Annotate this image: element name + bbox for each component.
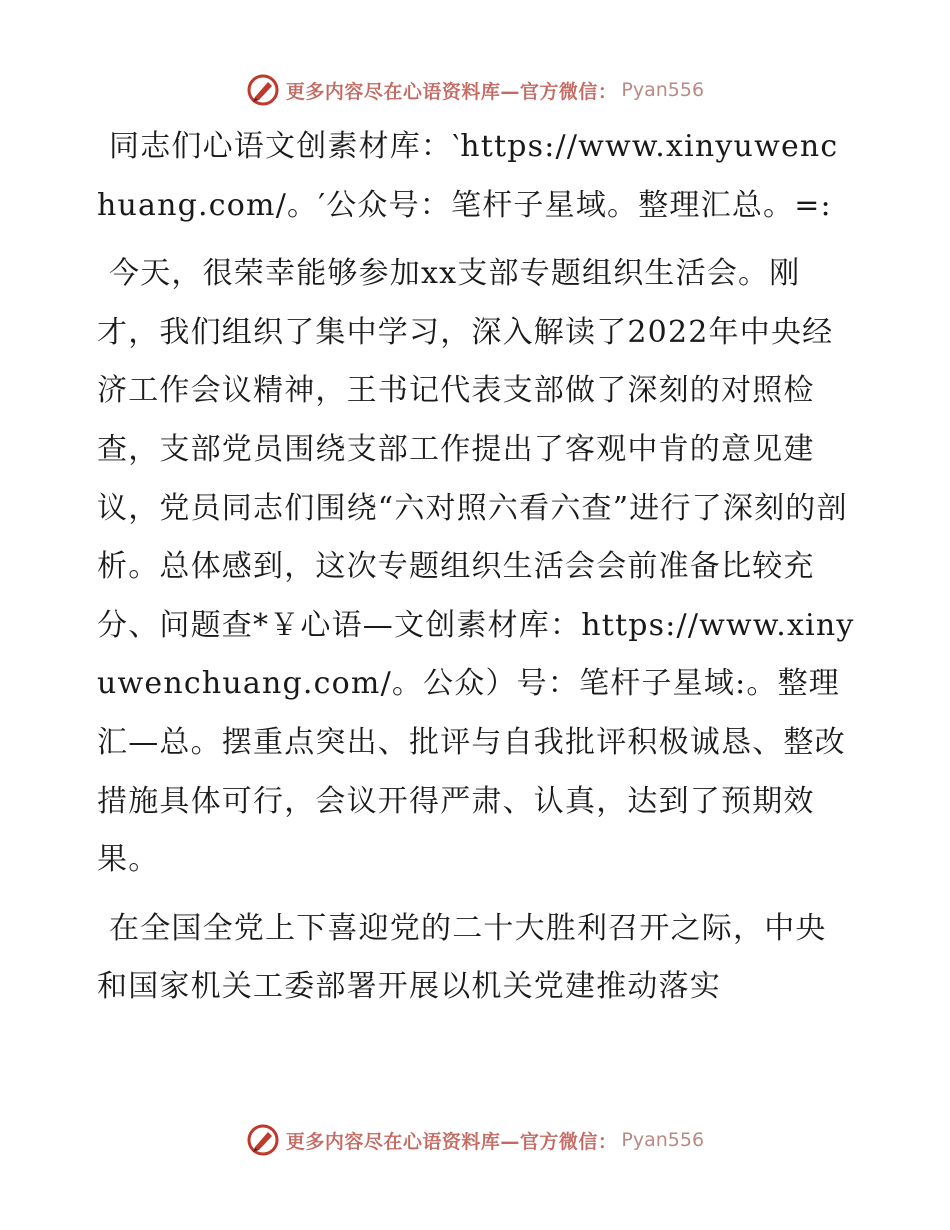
banner-text: 更多内容尽在心语资料库—官方微信： [285,80,618,103]
wechat-id: Pyan556 [621,1129,705,1151]
pen-logo-icon [246,1123,280,1157]
footer-banner [0,1120,950,1160]
paragraph-continued: 在全国全党上下喜迎党的二十大胜利召开之际，中央和国家机关工委部署开展以机关党建推动落实 [97,910,827,1005]
paragraph-main: 今天，很荣幸能够参加xx支部专题组织生活会。刚才，我们组织了集中学习，深入解读了2022年中央经济工作会议精神，王书记代表支部做了深刻的对照检查，支部党员围绕支部工作提出了客观中肯的意见建议，党员同志们围绕“六对照六看六查”进行了深刻的剖析。总体感到，这次专题组织生活会会前准备比较充分、问题查*￥心语—文创素材库：https://www.xinyuwenchuang.com/。公众）号：笔杆子星域:。整理汇—总。摆重点突出、批评与自我批评积极诚恳、整改措施具体可行，会议开得严肃、认真，达到了预期效果。 [97,256,855,878]
document-body [97,118,857,1027]
banner-text: 更多内容尽在心语资料库—官方微信： [285,1130,618,1153]
paragraph-intro: 同志们心语文创素材库：‵https://www.xinyuwenchuang.com/。′公众号：笔杆子星域。整理汇总。=: [97,129,839,223]
pen-logo-icon [246,73,280,107]
wechat-id: Pyan556 [621,79,705,101]
header-banner [0,70,950,110]
